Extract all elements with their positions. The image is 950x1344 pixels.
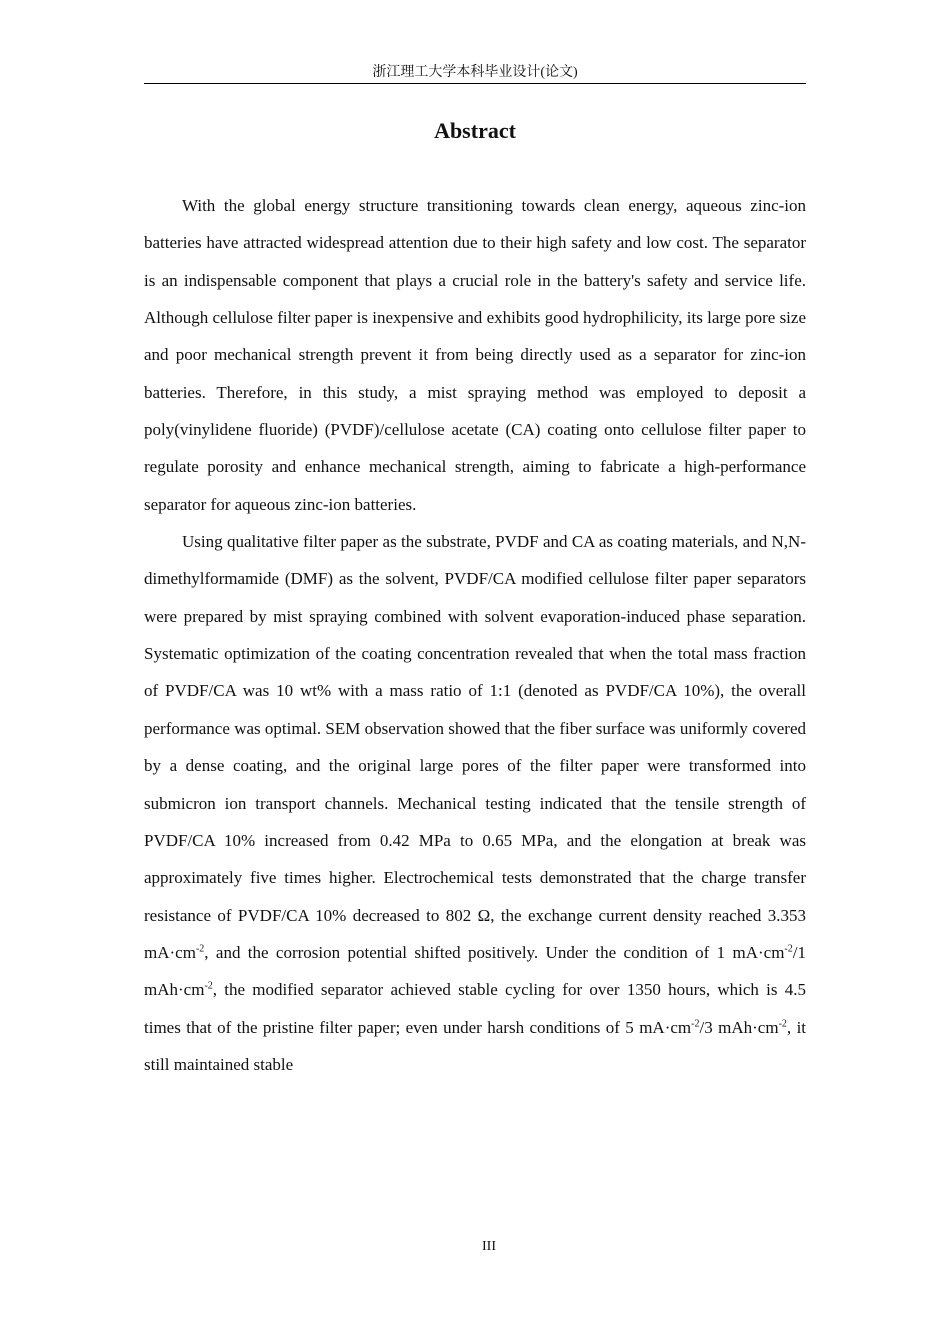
paragraph-2-segment: /3 mAh·cm bbox=[699, 1017, 779, 1037]
paragraph-2-segment: , it still maintained stable bbox=[144, 1017, 807, 1074]
abstract-paragraph-1: With the global energy structure transitioning towards clean energy, aqueous zinc-ion batteries have attracted widespread attention due to their high safety and low cost. The separator is an indispensable component that plays a crucial role in the battery's safety and service life. Although cellulose filter paper is inexpensive and exhibits good hydrophilicity, its large pore size and poor mechanical strength prevent it from being directly used as a separator for zinc-ion batteries. Therefore, in this study, a mist spraying method was employed to deposit a poly(vinylidene fluoride) (PVDF)/cellulose acetate (CA) coating onto cellulose filter paper to regulate porosity and enhance mechanical strength, aiming to fabricate a high-performance separator for aqueous zinc-ion batteries. bbox=[144, 196, 806, 514]
paragraph-2-segment: Using qualitative filter paper as the substrate, PVDF and CA as coating materials, and N,N-dimethylformamide (DMF) as the solvent, PVDF/CA modified cellulose filter paper separators were prepared by mist spraying combined with solvent evaporation-induced phase separation. Systematic optimization of the coating concentration revealed that when the total mass fraction of PVDF/CA was 10 wt% with a mass ratio of 1:1 (denoted as PVDF/CA 10%), the overall performance was optimal. SEM observation showed that the fiber surface was uniformly covered by a dense coating, and the original large pores of the filter paper were transformed into submicron ion transport channels. Mechanical testing indicated that the tensile strength of PVDF/CA 10% increased from 0.42 MPa to 0.65 MPa, and the elongation at break was approximately five times higher. Electrochemical tests demonstrated that the charge transfer resistance of PVDF/CA 10% decreased to 802 Ω, the exchange current density reached 3.353 mA·cm bbox=[144, 532, 806, 962]
running-header bbox=[144, 64, 806, 84]
superscript-exponent: -2 bbox=[204, 980, 213, 992]
superscript-exponent: -2 bbox=[195, 943, 205, 955]
paragraph-2-segment: , the modified separator achieved stable cycling for over 1350 hours, which is 4.5 times that of the pristine filter paper; even under harsh conditions of 5 mA·cm bbox=[144, 980, 806, 1037]
abstract-body bbox=[144, 187, 806, 1083]
page-number: III bbox=[482, 1239, 496, 1254]
superscript-exponent: -2 bbox=[784, 943, 793, 955]
paragraph-2-segment: , and the corrosion potential shifted positively. Under the condition of 1 mA·cm bbox=[204, 942, 785, 962]
superscript-exponent: -2 bbox=[778, 1017, 787, 1029]
abstract-paragraph-2 bbox=[144, 523, 806, 1083]
page-footer bbox=[144, 1238, 834, 1256]
paragraph-2-segment: /1 mAh·cm bbox=[144, 942, 806, 1000]
running-header-text: 浙江理工大学本科毕业设计(论文) bbox=[372, 65, 578, 80]
abstract-title: Abstract bbox=[434, 118, 516, 143]
superscript-exponent: -2 bbox=[691, 1017, 700, 1029]
